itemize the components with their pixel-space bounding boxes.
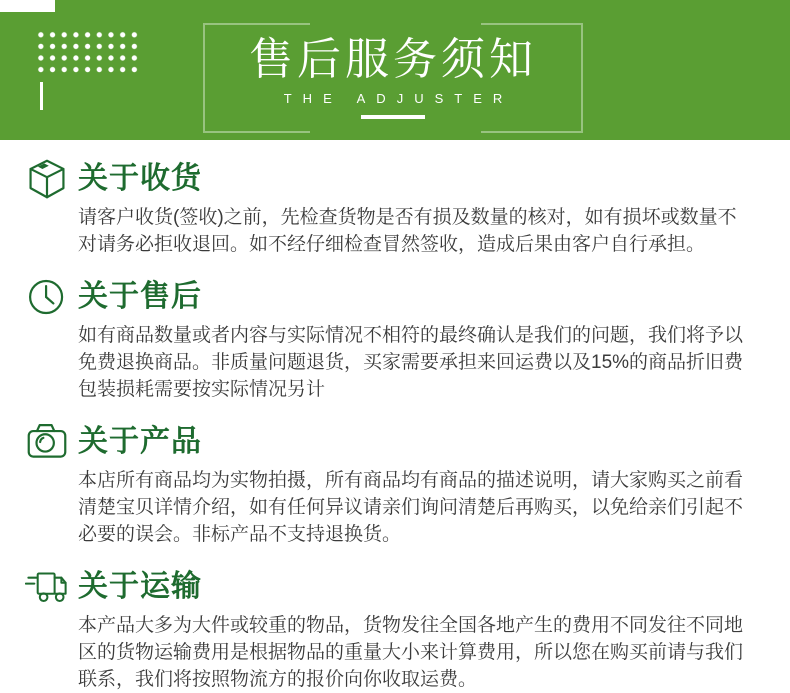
section-title: 关于运输 — [78, 570, 202, 603]
truck-icon — [25, 566, 69, 608]
section-title: 关于收货 — [78, 162, 202, 195]
section-products — [25, 421, 745, 548]
title-bracket-box — [203, 23, 583, 133]
section-header — [25, 158, 745, 200]
section-body: 请客户收货(签收)之前，先检查货物是否有损及数量的核对，如有损坏或数量不对请务必拒收退回。如不经仔细检查冒然签收，造成后果由客户自行承担。 — [78, 207, 737, 255]
page-title: 售后服务须知 — [249, 35, 537, 84]
dots-pattern-decoration — [35, 29, 139, 75]
section-body: 如有商品数量或者内容与实际情况不相符的最终确认是我们的问题，我们将予以免费退换商品。非质量问题退货，买家需要承担来回运费以及15%的商品折旧费包装损耗需要按实际情况另计 — [78, 325, 744, 400]
clock-icon — [25, 276, 69, 318]
header-banner — [0, 0, 790, 140]
bracket-gap-bottom — [310, 130, 481, 134]
section-receiving — [25, 158, 745, 258]
section-shipping — [25, 566, 745, 693]
notice-content — [0, 158, 790, 693]
section-header — [25, 276, 745, 318]
package-icon — [25, 158, 69, 200]
section-body: 本产品大多为大件或较重的物品，货物发往全国各地产生的费用不同发往不同地区的货物运输费用是根据物品的重量大小来计算费用，所以您在购买前请与我们联系，我们将按照物流方的报价向你收取运费。 — [78, 615, 744, 690]
top-left-notch — [0, 0, 55, 12]
bracket-gap-top — [310, 22, 481, 26]
section-aftersales — [25, 276, 745, 403]
section-header — [25, 566, 745, 608]
section-title: 关于产品 — [78, 425, 202, 458]
page-subtitle: THE ADJUSTER — [283, 91, 514, 107]
camera-icon — [25, 421, 69, 463]
vertical-bar-decoration — [40, 82, 43, 110]
section-title: 关于售后 — [78, 280, 202, 313]
section-body: 本店所有商品均为实物拍摄，所有商品均有商品的描述说明，请大家购买之前看清楚宝贝详情介绍，如有任何异议请亲们询问清楚后再购买，以免给亲们引起不必要的误会。非标产品不支持退换货。 — [78, 470, 744, 545]
subtitle-underline — [361, 115, 425, 119]
section-header — [25, 421, 745, 463]
